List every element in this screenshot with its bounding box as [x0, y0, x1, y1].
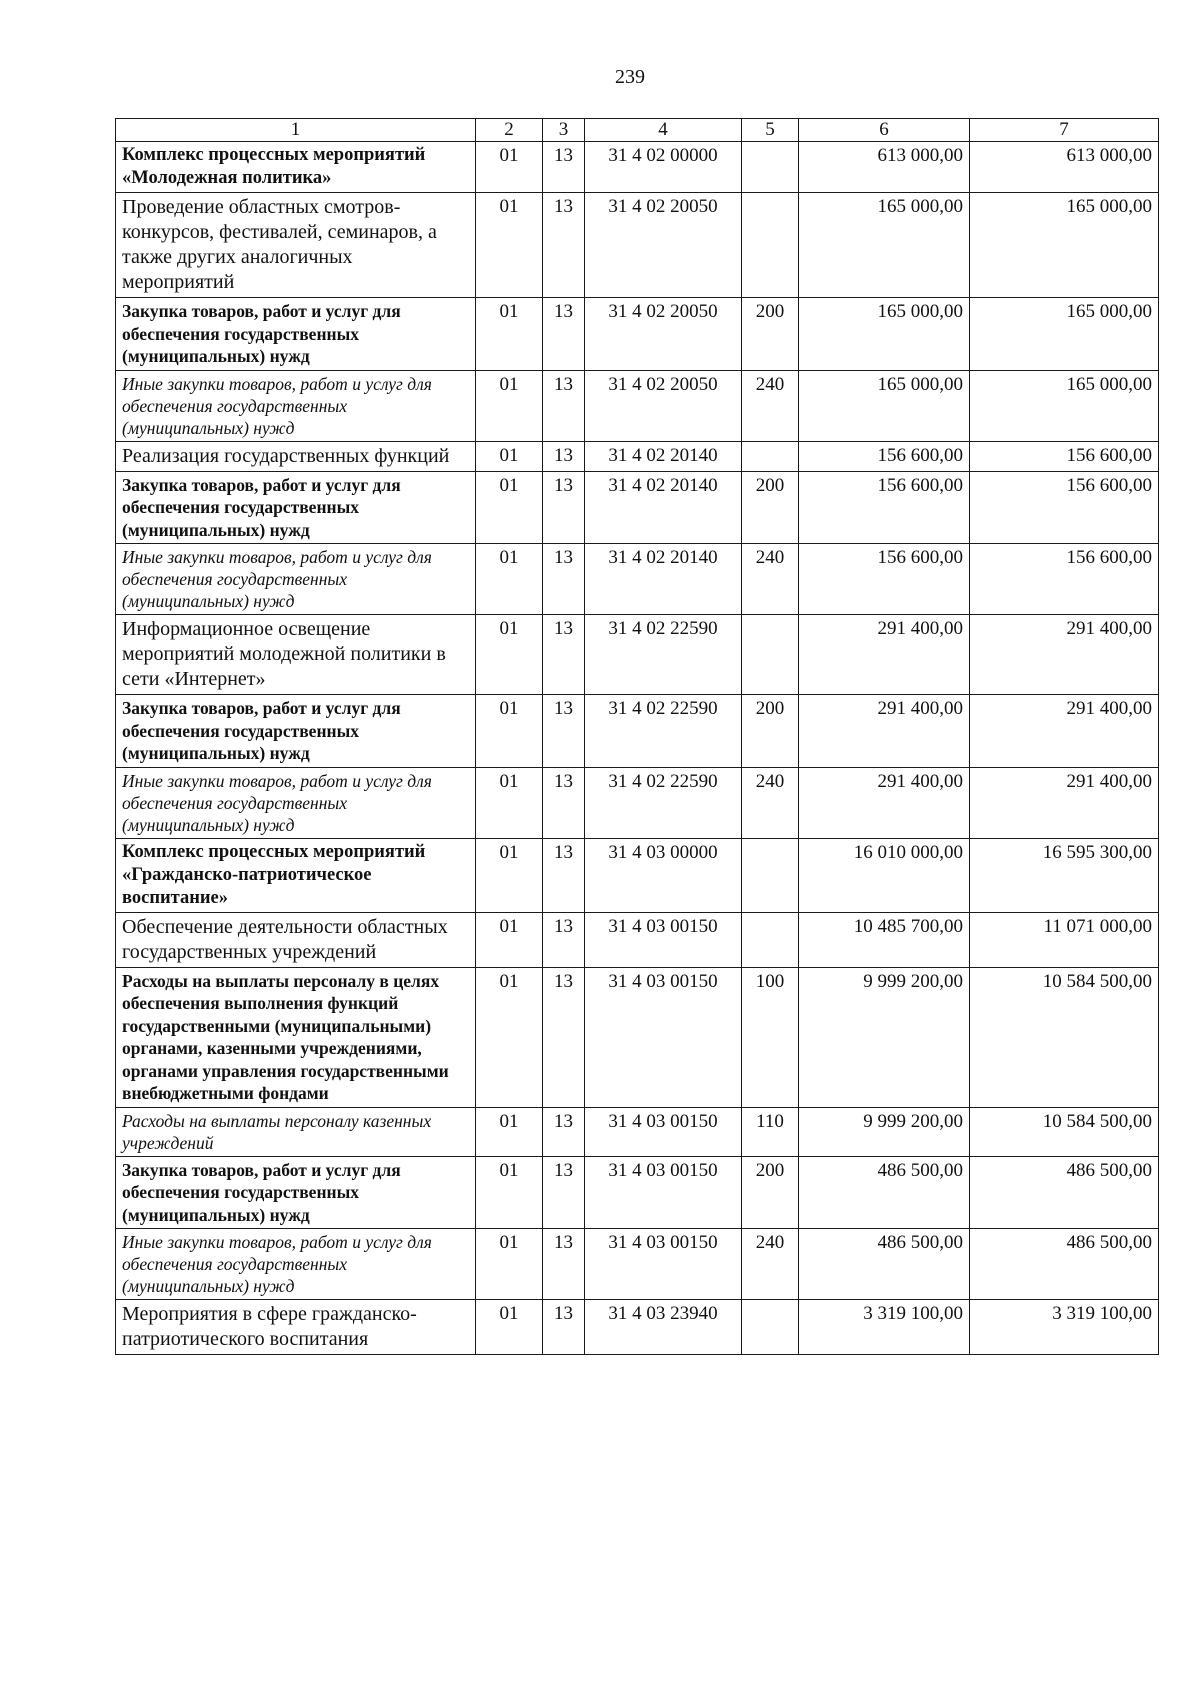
cell-subsection: 13 — [543, 544, 585, 615]
cell-amount-year1: 486 500,00 — [799, 1156, 970, 1229]
cell-description: Закупка товаров, работ и услуг для обеспечения государственных (муниципальных) нужд — [116, 695, 476, 768]
cell-amount-year2: 156 600,00 — [970, 471, 1159, 544]
cell-expense-type — [742, 838, 799, 912]
cell-section: 01 — [476, 441, 543, 471]
cell-amount-year2: 291 400,00 — [970, 695, 1159, 768]
cell-expense-type: 200 — [742, 695, 799, 768]
cell-section: 01 — [476, 1300, 543, 1355]
cell-expense-type: 200 — [742, 471, 799, 544]
cell-target-code: 31 4 02 22590 — [585, 695, 742, 768]
cell-target-code: 31 4 02 20050 — [585, 370, 742, 441]
cell-amount-year2: 10 584 500,00 — [970, 967, 1159, 1107]
cell-expense-type — [742, 615, 799, 695]
column-header: 1 — [116, 119, 476, 142]
cell-section: 01 — [476, 193, 543, 298]
cell-expense-type: 200 — [742, 1156, 799, 1229]
cell-subsection: 13 — [543, 441, 585, 471]
cell-subsection: 13 — [543, 967, 585, 1107]
cell-subsection: 13 — [543, 695, 585, 768]
column-header: 2 — [476, 119, 543, 142]
cell-amount-year2: 486 500,00 — [970, 1229, 1159, 1300]
cell-description: Иные закупки товаров, работ и услуг для обеспечения государственных (муниципальных) нужд — [116, 1229, 476, 1300]
cell-amount-year2: 291 400,00 — [970, 767, 1159, 838]
cell-expense-type: 110 — [742, 1107, 799, 1156]
table-row — [116, 615, 1159, 695]
cell-amount-year1: 165 000,00 — [799, 370, 970, 441]
cell-amount-year2: 16 595 300,00 — [970, 838, 1159, 912]
cell-subsection: 13 — [543, 193, 585, 298]
table-header-row — [116, 119, 1159, 142]
cell-subsection: 13 — [543, 912, 585, 967]
column-header: 6 — [799, 119, 970, 142]
cell-section: 01 — [476, 1107, 543, 1156]
cell-amount-year2: 156 600,00 — [970, 544, 1159, 615]
table-row — [116, 838, 1159, 912]
table-body — [116, 119, 1159, 1355]
table-row — [116, 1107, 1159, 1156]
cell-description: Закупка товаров, работ и услуг для обеспечения государственных (муниципальных) нужд — [116, 1156, 476, 1229]
cell-description: Иные закупки товаров, работ и услуг для обеспечения государственных (муниципальных) нужд — [116, 767, 476, 838]
cell-expense-type: 100 — [742, 967, 799, 1107]
table-row — [116, 1300, 1159, 1355]
cell-subsection: 13 — [543, 471, 585, 544]
cell-target-code: 31 4 02 20050 — [585, 298, 742, 371]
cell-expense-type — [742, 1300, 799, 1355]
cell-amount-year1: 9 999 200,00 — [799, 967, 970, 1107]
cell-target-code: 31 4 03 00150 — [585, 1229, 742, 1300]
cell-amount-year2: 613 000,00 — [970, 142, 1159, 193]
cell-amount-year2: 156 600,00 — [970, 441, 1159, 471]
cell-section: 01 — [476, 142, 543, 193]
cell-amount-year2: 165 000,00 — [970, 298, 1159, 371]
cell-description: Комплекс процессных мероприятий «Молодежная политика» — [116, 142, 476, 193]
column-header: 4 — [585, 119, 742, 142]
cell-subsection: 13 — [543, 615, 585, 695]
cell-description: Комплекс процессных мероприятий «Гражданско-патриотическое воспитание» — [116, 838, 476, 912]
cell-section: 01 — [476, 967, 543, 1107]
cell-amount-year1: 613 000,00 — [799, 142, 970, 193]
cell-amount-year1: 10 485 700,00 — [799, 912, 970, 967]
cell-amount-year1: 291 400,00 — [799, 695, 970, 768]
cell-expense-type — [742, 142, 799, 193]
cell-expense-type — [742, 193, 799, 298]
page-number: 239 — [615, 66, 645, 88]
cell-description: Реализация государственных функций — [116, 441, 476, 471]
cell-description: Информационное освещение мероприятий молодежной политики в сети «Интернет» — [116, 615, 476, 695]
cell-amount-year1: 165 000,00 — [799, 298, 970, 371]
table-row — [116, 441, 1159, 471]
cell-amount-year1: 3 319 100,00 — [799, 1300, 970, 1355]
cell-expense-type: 240 — [742, 544, 799, 615]
cell-description: Иные закупки товаров, работ и услуг для обеспечения государственных (муниципальных) нужд — [116, 370, 476, 441]
cell-section: 01 — [476, 370, 543, 441]
cell-expense-type: 240 — [742, 370, 799, 441]
cell-expense-type: 240 — [742, 767, 799, 838]
cell-target-code: 31 4 02 00000 — [585, 142, 742, 193]
budget-table — [115, 118, 1159, 1355]
cell-subsection: 13 — [543, 1300, 585, 1355]
cell-target-code: 31 4 02 20140 — [585, 441, 742, 471]
cell-amount-year1: 156 600,00 — [799, 544, 970, 615]
cell-description: Мероприятия в сфере гражданско-патриотического воспитания — [116, 1300, 476, 1355]
cell-section: 01 — [476, 1229, 543, 1300]
table-row — [116, 471, 1159, 544]
cell-target-code: 31 4 03 00000 — [585, 838, 742, 912]
cell-subsection: 13 — [543, 1229, 585, 1300]
cell-subsection: 13 — [543, 142, 585, 193]
table-row — [116, 695, 1159, 768]
cell-section: 01 — [476, 767, 543, 838]
cell-subsection: 13 — [543, 1156, 585, 1229]
cell-expense-type: 200 — [742, 298, 799, 371]
cell-amount-year1: 165 000,00 — [799, 193, 970, 298]
cell-section: 01 — [476, 544, 543, 615]
cell-subsection: 13 — [543, 298, 585, 371]
cell-amount-year1: 291 400,00 — [799, 767, 970, 838]
cell-amount-year2: 3 319 100,00 — [970, 1300, 1159, 1355]
cell-target-code: 31 4 02 22590 — [585, 615, 742, 695]
cell-description: Закупка товаров, работ и услуг для обеспечения государственных (муниципальных) нужд — [116, 471, 476, 544]
table-row — [116, 1229, 1159, 1300]
cell-description: Иные закупки товаров, работ и услуг для обеспечения государственных (муниципальных) нужд — [116, 544, 476, 615]
cell-subsection: 13 — [543, 838, 585, 912]
cell-expense-type — [742, 441, 799, 471]
table-row — [116, 967, 1159, 1107]
table-row — [116, 298, 1159, 371]
column-header: 5 — [742, 119, 799, 142]
cell-section: 01 — [476, 695, 543, 768]
cell-subsection: 13 — [543, 370, 585, 441]
cell-amount-year1: 291 400,00 — [799, 615, 970, 695]
cell-section: 01 — [476, 615, 543, 695]
cell-section: 01 — [476, 838, 543, 912]
cell-amount-year2: 291 400,00 — [970, 615, 1159, 695]
cell-target-code: 31 4 02 20140 — [585, 544, 742, 615]
cell-target-code: 31 4 02 20140 — [585, 471, 742, 544]
cell-target-code: 31 4 03 00150 — [585, 912, 742, 967]
cell-description: Расходы на выплаты персоналу казенных учреждений — [116, 1107, 476, 1156]
table-row — [116, 142, 1159, 193]
cell-expense-type — [742, 912, 799, 967]
cell-section: 01 — [476, 471, 543, 544]
cell-description: Обеспечение деятельности областных государственных учреждений — [116, 912, 476, 967]
cell-target-code: 31 4 03 00150 — [585, 1107, 742, 1156]
cell-subsection: 13 — [543, 767, 585, 838]
cell-target-code: 31 4 02 22590 — [585, 767, 742, 838]
cell-section: 01 — [476, 1156, 543, 1229]
cell-amount-year1: 16 010 000,00 — [799, 838, 970, 912]
column-header: 7 — [970, 119, 1159, 142]
cell-amount-year2: 11 071 000,00 — [970, 912, 1159, 967]
table-row — [116, 370, 1159, 441]
table-row — [116, 912, 1159, 967]
cell-subsection: 13 — [543, 1107, 585, 1156]
cell-expense-type: 240 — [742, 1229, 799, 1300]
table-row — [116, 1156, 1159, 1229]
cell-description: Проведение областных смотров-конкурсов, фестивалей, семинаров, а также других аналогичных мероприятий — [116, 193, 476, 298]
cell-amount-year2: 165 000,00 — [970, 193, 1159, 298]
table-row — [116, 767, 1159, 838]
cell-amount-year1: 486 500,00 — [799, 1229, 970, 1300]
cell-target-code: 31 4 03 00150 — [585, 1156, 742, 1229]
cell-target-code: 31 4 03 00150 — [585, 967, 742, 1107]
column-header: 3 — [543, 119, 585, 142]
cell-section: 01 — [476, 912, 543, 967]
cell-amount-year1: 9 999 200,00 — [799, 1107, 970, 1156]
cell-amount-year1: 156 600,00 — [799, 471, 970, 544]
cell-description: Закупка товаров, работ и услуг для обеспечения государственных (муниципальных) нужд — [116, 298, 476, 371]
table-row — [116, 544, 1159, 615]
cell-target-code: 31 4 03 23940 — [585, 1300, 742, 1355]
cell-target-code: 31 4 02 20050 — [585, 193, 742, 298]
table-row — [116, 193, 1159, 298]
cell-amount-year1: 156 600,00 — [799, 441, 970, 471]
cell-amount-year2: 486 500,00 — [970, 1156, 1159, 1229]
cell-description: Расходы на выплаты персоналу в целях обеспечения выполнения функций государственными (муниципальными) органами, казенными учреждениями, органами управления государственными внебюджетными фондами — [116, 967, 476, 1107]
cell-amount-year2: 10 584 500,00 — [970, 1107, 1159, 1156]
cell-section: 01 — [476, 298, 543, 371]
cell-amount-year2: 165 000,00 — [970, 370, 1159, 441]
